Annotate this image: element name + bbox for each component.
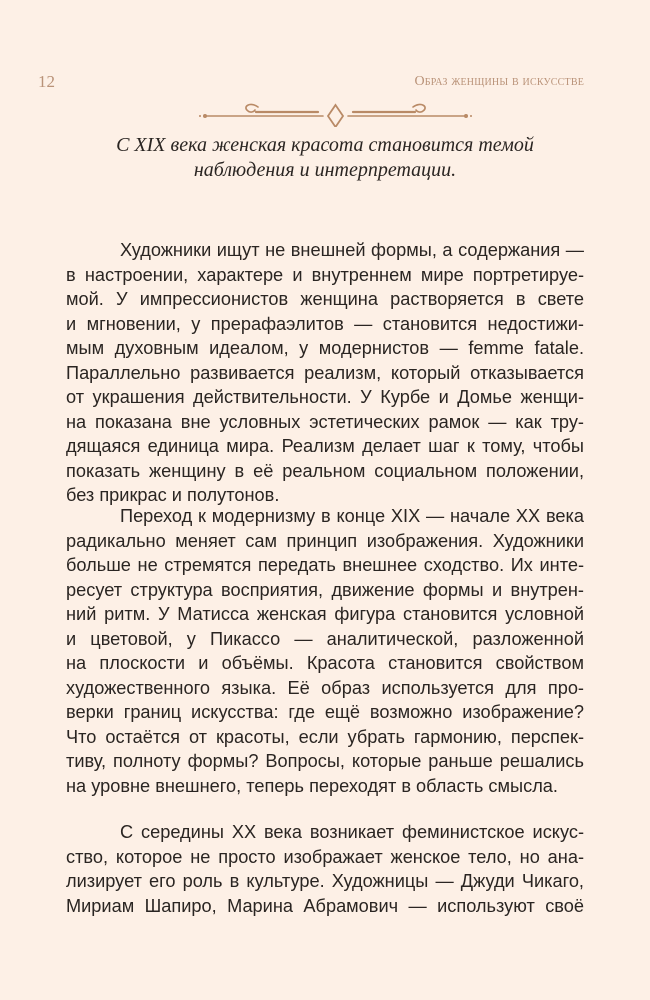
paragraph-line: Переход к модернизму в конце XIX — начале XX века (120, 506, 584, 526)
epigraph-line: наблюдения и интерпретации. (193, 159, 457, 181)
paragraph-line: мым духовным идеалом, у модернистов — femme fatale. (66, 338, 584, 358)
paragraph-line: лизирует его роль в культуре. Художницы — Джуди Чикаго, (66, 871, 584, 891)
paragraph-line: мой. У импрессионистов женщина растворяется в свете (66, 289, 584, 309)
paragraph-line: С середины XX века возникает феминистское искус- (120, 822, 584, 842)
paragraph-line: на уровне внешнего, теперь переходят в область смысла. (66, 775, 558, 796)
paragraph-line: тиву, полноту формы? Вопросы, которые раньше решались (66, 751, 584, 771)
paragraph-line: верки границ искусства: где ещё возможно изображение? (66, 702, 584, 722)
running-title: Образ женщины в искусстве (414, 74, 584, 89)
paragraph-line: и мгновении, у прерафаэлитов — становится недостижи- (66, 313, 584, 334)
paragraph-line: радикально меняет сам принцип изображения. Художники (66, 530, 584, 551)
scroll-divider-icon (198, 97, 473, 127)
paragraph-line: Что остаётся от красоты, если убрать гармонию, перспек- (66, 726, 584, 747)
paragraph-line: Мириам Шапиро, Марина Абрамович — используют своё (66, 895, 584, 916)
paragraph-line: на показана вне условных эстетических рамок — как тру- (66, 411, 584, 432)
paragraph-line: больше не стремятся передать внешнее сходство. Их инте- (66, 555, 584, 575)
paragraph-line: на плоскости и объёмы. Красота становится свойством (66, 653, 584, 673)
paragraph-line: Художники ищут не внешней формы, а содержания — (120, 240, 584, 260)
paragraph-line: ство, которое не просто изображает женское тело, но ана- (66, 846, 584, 867)
paragraph-line: без прикрас и полутонов. (66, 485, 280, 505)
paragraph-line: показать женщину в её реальном социальном положении, (66, 460, 584, 481)
paragraph-line: от украшения действительности. У Курбе и Домье женщи- (66, 387, 584, 407)
paragraph-line: дящаяся единица мира. Реализм делает шаг к тому, чтобы (66, 436, 584, 456)
epigraph-line: С XIX века женская красота становится темой (116, 134, 534, 156)
paragraph-line: в настроении, характере и внутреннем мире портретируе- (66, 264, 584, 285)
paragraph-line: Параллельно развивается реализм, который отказывается (66, 362, 584, 383)
paragraph-line: ресует структура восприятия, движение формы и внутрен- (66, 579, 584, 600)
page-number: 12 (38, 72, 55, 91)
paragraph-line: и цветовой, у Пикассо — аналитической, разложенной (66, 628, 584, 649)
paragraph-line: художественного языка. Её образ используется для про- (66, 677, 584, 698)
paragraph-line: ний ритм. У Матисса женская фигура становится условной (66, 604, 584, 624)
